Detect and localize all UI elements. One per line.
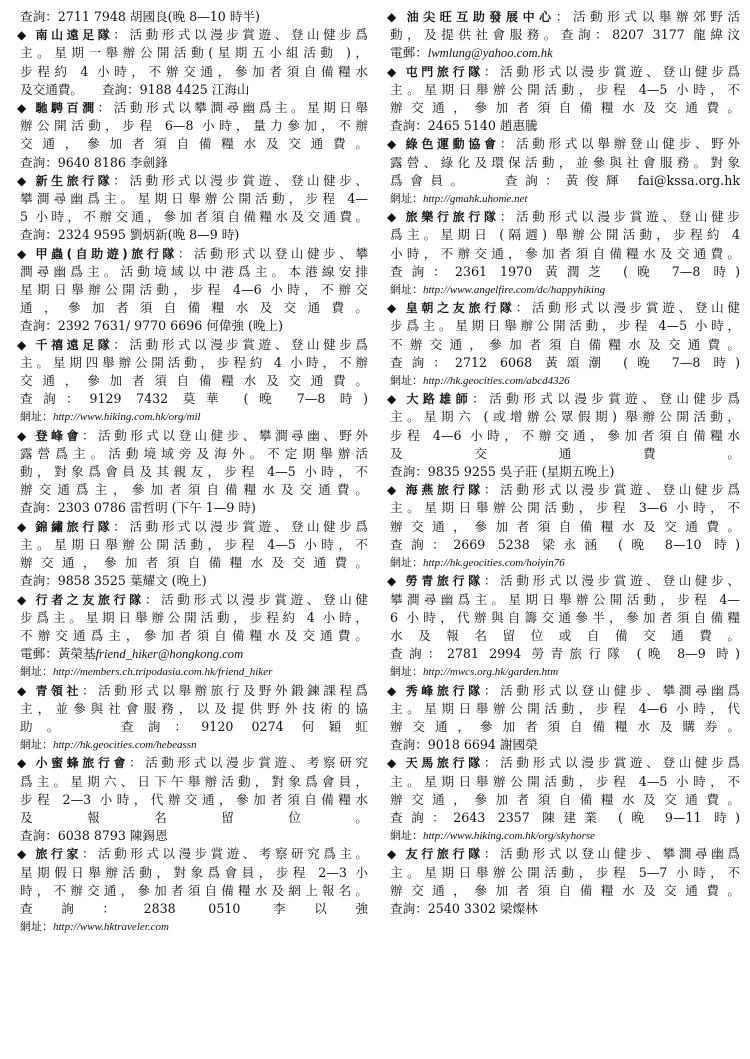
email-line	[20, 645, 368, 663]
entry-text: 交通，參加者須自備糧水及交通費。	[20, 136, 368, 152]
diamond-bullet-icon: ◆	[387, 301, 397, 316]
org-name: 皇朝之友旅行隊	[402, 301, 516, 316]
org-entry	[17, 845, 368, 936]
entry-line	[390, 463, 740, 481]
org-entry	[387, 390, 740, 481]
website-link[interactable]: http://www.hiking.com.hk/org/mil	[53, 411, 201, 424]
org-name: 屯門旅行隊	[402, 64, 484, 79]
entry-text: 及交通費。 查詢：9188 4425 江海山	[20, 81, 250, 97]
email-label: 電郵：	[390, 45, 428, 61]
entry-text: 查詢：9129 7432 莫華 (晚 7—8 時)	[20, 391, 368, 407]
entry-line	[390, 627, 740, 645]
entry-line	[20, 281, 368, 299]
diamond-bullet-icon: ◆	[387, 483, 397, 498]
diamond-bullet-icon: ◆	[17, 101, 27, 116]
entry-text: ：活動形式以漫步賞遊、考察研究爲主。	[81, 846, 368, 862]
entry-line	[387, 208, 740, 226]
entry-text: 主。星期日舉辦公開活動，步程 3—6 小時，不	[390, 500, 740, 516]
entry-text: ：活動形式以漫步賞遊、登山健步、	[483, 573, 740, 589]
org-name: 新生旅行隊	[32, 173, 114, 188]
entry-text: 辦交通，參加者須自備糧水及交通費。	[390, 518, 740, 534]
entry-text: 主。星期六 (或增辦公眾假期) 舉辦公開活動，	[390, 409, 740, 425]
entry-line	[17, 518, 368, 536]
entry-line	[390, 591, 740, 609]
org-entry	[387, 208, 740, 299]
entry-line	[390, 354, 740, 372]
entry-line	[20, 354, 368, 372]
org-entry	[17, 99, 368, 172]
entry-text: 查詢：2781 2994 勞青旅行隊 (晚 8—9 時)	[390, 646, 740, 662]
left-column	[17, 8, 368, 1059]
entry-line	[17, 682, 368, 700]
entry-line	[20, 791, 368, 809]
entry-text: 爲主。星期日 (隔週) 舉辦公開活動，步程約 4	[390, 227, 740, 243]
entry-line	[390, 26, 740, 44]
entry-line	[17, 336, 368, 354]
entry-line	[20, 499, 368, 517]
org-entry	[387, 845, 740, 918]
diamond-bullet-icon: ◆	[17, 592, 27, 607]
entry-line	[20, 882, 368, 900]
website-line	[20, 663, 368, 681]
website-link[interactable]: http://hk.geocities.com/hebeassn	[53, 739, 197, 752]
entry-text: 辦公開活動，步程 6—8 小時，量力參加，不辦	[20, 118, 368, 134]
entry-text: 主。星期日舉辦公開活動，步程 5—7 小時，不	[390, 864, 740, 880]
website-link[interactable]: http://hk.geocities.com/hoiyin76	[423, 557, 565, 570]
diamond-bullet-icon: ◆	[387, 137, 397, 152]
org-entry	[20, 8, 368, 26]
org-name: 南山遠足隊	[32, 28, 114, 43]
entry-text: ：活動形式以漫步賞遊、登山健步、	[113, 172, 368, 188]
org-entry	[17, 518, 368, 591]
org-entry	[387, 572, 740, 681]
entry-text: 露營爲主。活動境域旁及海外。不定期舉辦活	[20, 445, 368, 461]
entry-line	[20, 572, 368, 590]
entry-text: 主。星期一舉辦公開活動(星期五小組活動 )，	[20, 45, 368, 61]
entry-line	[20, 81, 368, 99]
entry-line	[20, 63, 368, 81]
entry-line	[387, 845, 740, 863]
entry-text: 查詢：2324 9595 劉炳新(晚 8—9 時)	[20, 227, 240, 243]
entry-line	[390, 773, 740, 791]
website-line	[390, 190, 740, 208]
entry-line	[20, 773, 368, 791]
entry-line	[20, 154, 368, 172]
org-name: 小蜜蜂旅行會	[32, 756, 130, 771]
org-name: 大路雄師	[402, 392, 473, 407]
entry-line	[390, 718, 740, 736]
website-line	[20, 736, 368, 754]
org-name: 天馬旅行隊	[402, 756, 484, 771]
entry-line	[390, 645, 740, 663]
entry-line	[390, 172, 740, 190]
entry-line	[390, 499, 740, 517]
entry-line	[387, 481, 740, 499]
entry-line	[20, 864, 368, 882]
entry-line	[387, 682, 740, 700]
website-label: 網址：	[20, 920, 53, 934]
entry-text: 露營、綠化及環保活動，並參與社會服務。對象	[390, 154, 740, 170]
entry-text: 查詢：2669 5238 梁永涵 (晚 8—10 時)	[390, 536, 740, 552]
right-column	[387, 8, 740, 1059]
entry-line	[17, 245, 368, 263]
org-name: 友行旅行隊	[402, 847, 484, 862]
website-link[interactable]: http://gmahk.uhome.net	[423, 193, 528, 206]
entry-text: 主，並參與社會服務，以及提供野外技術的協	[20, 700, 368, 716]
diamond-bullet-icon: ◆	[17, 28, 27, 43]
entry-line	[17, 754, 368, 772]
entry-line	[17, 99, 368, 117]
entry-line	[20, 317, 368, 335]
org-name: 千禧遠足隊	[32, 337, 114, 352]
entry-text: ：活動形式以漫步賞遊、登山健步爲	[113, 336, 368, 352]
entry-line	[387, 135, 740, 153]
entry-line	[387, 8, 740, 26]
website-label: 網址：	[390, 829, 423, 843]
website-line	[390, 281, 740, 299]
entry-line	[20, 299, 368, 317]
entry-line	[20, 609, 368, 627]
entry-line	[17, 26, 368, 44]
website-link[interactable]: http://mwcs.org.hk/garden.htm	[423, 666, 559, 679]
org-entry	[17, 754, 368, 845]
org-entry	[17, 682, 368, 755]
entry-text: ：活動形式以漫步賞遊、登山健	[515, 300, 740, 316]
entry-text: 查詢：6038 8793 陳錫恩	[20, 828, 168, 844]
entry-line	[20, 390, 368, 408]
entry-text: 查詢：9858 3525 葉耀文 (晚上)	[20, 573, 207, 589]
entry-text: 步爲主。星期日舉辦公開活動，步程 4—5 小時，	[390, 318, 740, 334]
org-entry	[17, 591, 368, 682]
email-link[interactable]: friend_hiker@hongkong.com	[95, 647, 244, 662]
org-name: 油尖旺互助發展中心	[402, 10, 556, 24]
entry-text: ：活動形式以漫步賞遊、登山健步	[499, 209, 740, 225]
entry-text: 查詢：2465 5140 趙惠騰	[390, 118, 538, 134]
org-name: 行者之友旅行隊	[32, 592, 145, 607]
entry-line	[390, 81, 740, 99]
diamond-bullet-icon: ◆	[387, 574, 397, 589]
entry-text: 星期日舉辦公開活動，步程 4—6 小時，不辦交	[20, 282, 368, 298]
org-entry	[17, 26, 368, 99]
entry-text: ：活動形式以舉辦登山健步、野外	[499, 136, 740, 152]
entry-line	[387, 390, 740, 408]
entry-text: 查詢：2540 3302 梁燦林	[390, 900, 538, 916]
entry-line	[20, 463, 368, 481]
entry-line	[20, 372, 368, 390]
org-name: 海燕旅行隊	[402, 483, 484, 498]
entry-text: ：活動形式以漫步賞遊、登山健步爲	[483, 63, 740, 79]
entry-line	[390, 809, 740, 827]
entry-text: 小時，不辦交通，參加者須自備糧水及交通費。	[390, 245, 740, 261]
entry-text: ：活動形式以攀澗尋幽爲主。星期日舉	[97, 100, 368, 116]
entry-text: 6 小時，代辦與自籌交通參半，參加者須自備糧	[390, 609, 740, 625]
entry-line	[20, 445, 368, 463]
entry-text: 主。星期日舉辦公開活動，步程 4—5 小時，不	[390, 773, 740, 789]
org-entry	[387, 299, 740, 390]
org-entry	[387, 481, 740, 572]
org-entry	[387, 8, 740, 63]
entry-line	[20, 208, 368, 226]
entry-text: 查詢：2711 7948 胡國良(晚 8—10 時半)	[20, 9, 260, 24]
diamond-bullet-icon: ◆	[17, 337, 27, 352]
entry-text: 步爲主。星期日舉辦公開活動，步程約 4 小時，	[20, 609, 368, 625]
entry-text: 不辦交通爲主，參加者須自備糧水及交通費。	[20, 627, 368, 643]
org-entry	[17, 427, 368, 518]
website-label: 網址：	[20, 410, 53, 424]
website-link[interactable]: http://hk.geocities.com/abcd4326	[423, 375, 570, 388]
website-line	[390, 663, 740, 681]
entry-text: 辦交通，參加者須自備糧水及交通費。	[390, 791, 740, 807]
website-label: 網址：	[20, 738, 53, 752]
org-name: 青領社	[32, 683, 82, 698]
entry-line	[390, 864, 740, 882]
org-name: 甲蟲(自助遊)旅行隊	[32, 246, 178, 261]
entry-text: 查詢：2303 0786 雷哲明 (下午 1—9 時)	[20, 500, 256, 516]
entry-text: ：活動形式以漫步賞遊、登山健	[144, 591, 368, 607]
entry-line	[390, 445, 740, 463]
entry-text: 不辦交通，參加者須自備糧水及交通費。	[390, 336, 740, 352]
entry-text: 查詢：2643 2357 陳建業 (晚 9—11 時)	[390, 809, 740, 825]
entry-line	[20, 44, 368, 62]
org-name: 綠色運動協會	[402, 137, 500, 152]
entry-line	[390, 408, 740, 426]
diamond-bullet-icon: ◆	[17, 173, 27, 188]
diamond-bullet-icon: ◆	[387, 392, 397, 407]
entry-text: 時，不辦交通，參加者須自備糧水及網上報名。	[20, 882, 368, 898]
entry-text: ：活動形式以漫步賞遊、登山健步爲	[472, 391, 740, 407]
entry-line	[20, 627, 368, 645]
website-link[interactable]: http://www.hktraveler.com	[53, 921, 169, 934]
entry-text: 主。星期日舉辦公開活動，步程 4—6 小時，代	[390, 700, 740, 716]
entry-text: 爲主。星期六、日下午舉辦活動，對象爲會員，	[20, 773, 368, 789]
entry-line	[20, 718, 368, 736]
entry-line	[387, 299, 740, 317]
entry-line	[390, 609, 740, 627]
entry-text: 攀澗尋幽爲主。星期日舉辦公開活動，步程 4—	[20, 191, 368, 207]
entry-line	[20, 554, 368, 572]
email-link[interactable]: lwmlung@yahoo.com.hk	[427, 46, 553, 61]
entry-line	[17, 427, 368, 445]
entry-line	[17, 845, 368, 863]
org-entry	[17, 172, 368, 245]
entry-line	[390, 263, 740, 281]
entry-text: 水及報名留位或自備交通費。	[390, 627, 740, 643]
org-name: 秀峰旅行隊	[402, 683, 484, 698]
website-label: 網址：	[20, 665, 53, 679]
entry-text: 辦交通，參加者須自備糧水及交通費。	[390, 882, 740, 898]
entry-text: ：活動形式以漫步賞遊、登山健步爲	[113, 518, 368, 534]
entry-text: 查詢：2392 7631/ 9770 6696 何偉強 (晚上)	[20, 318, 284, 334]
entry-line	[390, 336, 740, 354]
entry-text: 動，及提供社會服務。查詢：8207 3177 龍緯汶	[390, 27, 740, 43]
diamond-bullet-icon: ◆	[17, 519, 27, 534]
org-name: 旅行家	[32, 847, 82, 862]
entry-text: 查詢：9640 8186 李劍鋒	[20, 154, 168, 170]
org-name: 錦繡旅行隊	[32, 519, 114, 534]
website-line	[390, 827, 740, 845]
entry-text: 通，參加者須自備糧水及交通費。	[20, 300, 368, 316]
entry-text: 辦交通，參加者須自備糧水及交通費。	[20, 555, 368, 571]
org-name: 登峰會	[32, 428, 82, 443]
website-link[interactable]: http://www.angelfire.com/dc/happyhiking	[423, 284, 606, 297]
entry-text: 查詢：2712 6068 黃頌潮 (晚 7—8 時)	[390, 354, 740, 370]
entry-text: 查詢：2361 1970 黃潤芝 (晚 7—8 時)	[390, 263, 740, 279]
entry-line	[390, 427, 740, 445]
entry-line	[390, 518, 740, 536]
diamond-bullet-icon: ◆	[387, 683, 397, 698]
entry-line	[20, 8, 368, 26]
entry-line	[390, 245, 740, 263]
entry-line	[20, 135, 368, 153]
website-line	[390, 372, 740, 390]
website-link[interactable]: http://members.ch.tripodasia.com.hk/friend_hiker	[53, 666, 273, 679]
diamond-bullet-icon: ◆	[17, 246, 27, 261]
entry-text: ：活動形式以舉辦旅行及野外鍛鍊課程爲	[81, 682, 368, 698]
entry-text: 助。 查詢：9120 0274 何穎虹	[20, 718, 368, 734]
entry-text: ：活動形式以漫步賞遊、登山健步爲	[113, 27, 368, 43]
entry-text: 主。星期日舉辦公開活動，步程 4—5 小時，不	[20, 536, 368, 552]
entry-line	[390, 99, 740, 117]
diamond-bullet-icon: ◆	[387, 847, 397, 862]
email-label: 電郵：黃榮基	[20, 646, 96, 662]
entry-line	[390, 317, 740, 335]
org-name: 馳騁百澗	[32, 101, 98, 116]
entry-text: ：活動形式以登山健步、攀澗尋幽爲	[483, 682, 740, 698]
entry-line	[390, 882, 740, 900]
entry-line	[390, 791, 740, 809]
org-entry	[387, 754, 740, 845]
entry-line	[390, 900, 740, 918]
entry-line	[20, 263, 368, 281]
entry-text: 步程 4—6 小時，不辦交通，參加者須自備糧水	[390, 427, 740, 443]
diamond-bullet-icon: ◆	[387, 756, 397, 771]
website-label: 網址：	[390, 374, 423, 388]
entry-line	[20, 827, 368, 845]
diamond-bullet-icon: ◆	[387, 64, 397, 79]
entry-line	[20, 117, 368, 135]
entry-text: 交通，參加者須自備糧水及交通費。	[20, 373, 368, 389]
entry-text: 主。星期日舉辦公開活動，步程 4—5 小時，不	[390, 81, 740, 97]
entry-text: 及報名留位。	[20, 809, 368, 825]
website-label: 網址：	[390, 192, 423, 206]
org-entry	[17, 245, 368, 336]
website-label: 網址：	[390, 665, 423, 679]
website-line	[20, 918, 368, 936]
diamond-bullet-icon: ◆	[17, 683, 27, 698]
entry-line	[387, 63, 740, 81]
org-entry	[387, 135, 740, 208]
entry-text: ：活動形式以登山健步、攀	[177, 245, 368, 261]
diamond-bullet-icon: ◆	[17, 428, 27, 443]
entry-line	[20, 900, 368, 918]
org-entry	[387, 682, 740, 755]
entry-text: ：活動形式以登山健步、攀澗尋幽爲	[483, 846, 740, 862]
entry-text: ：活動形式以漫步賞遊、登山健步爲	[483, 482, 740, 498]
entry-line	[17, 591, 368, 609]
entry-line	[390, 700, 740, 718]
entry-line	[387, 754, 740, 772]
entry-line	[20, 700, 368, 718]
entry-text: 澗尋幽爲主。活動境域以中港爲主。本港線安排	[20, 263, 368, 279]
entry-text: 查詢：9018 6694 謝國榮	[390, 737, 538, 753]
entry-line	[20, 809, 368, 827]
entry-line	[20, 226, 368, 244]
entry-text: ：活動形式以漫步賞遊、登山健步爲	[483, 755, 740, 771]
entry-line	[390, 736, 740, 754]
org-name: 旅樂行旅行隊	[402, 210, 500, 225]
entry-line	[20, 481, 368, 499]
website-link[interactable]: http://www.hiking.com.hk/org/skyhorse	[423, 830, 596, 843]
website-line	[390, 554, 740, 572]
entry-text: 步程約 4 小時，不辦交通，參加者須自備糧水	[20, 63, 368, 79]
entry-text: ：活動形式以舉辦郊野活	[555, 9, 740, 24]
email-line	[390, 44, 740, 62]
entry-text: ：活動形式以登山健步、攀澗尋幽、野外	[81, 427, 368, 443]
entry-line	[20, 536, 368, 554]
org-name: 勞青旅行隊	[402, 574, 484, 589]
entry-text: ：活動形式以漫步賞遊、考察研究	[129, 755, 368, 771]
entry-text: 查詢：9835 9255 吳子莊 (星期五晚上)	[390, 464, 615, 480]
diamond-bullet-icon: ◆	[17, 847, 27, 862]
entry-text: 5 小時，不辦交通，參加者須自備糧水及交通費。	[20, 209, 368, 225]
entry-line	[390, 226, 740, 244]
entry-text: 辦交通，參加者須自備糧水及購券。	[390, 718, 740, 734]
entry-text: 辦交通，參加者須自備糧水及交通費。	[390, 100, 740, 116]
entry-text: 及交通費。	[390, 445, 740, 461]
entry-line	[390, 536, 740, 554]
website-label: 網址：	[390, 556, 423, 570]
entry-line	[390, 154, 740, 172]
entry-text: 星期假日舉辦活動，對象爲會員，步程 2—3 小	[20, 864, 368, 880]
diamond-bullet-icon: ◆	[17, 756, 27, 771]
entry-line	[390, 117, 740, 135]
entry-text: 辦交通爲主，參加者須自備糧水及交通費。	[20, 482, 368, 498]
entry-line	[20, 190, 368, 208]
entry-text: 攀澗尋幽爲主。星期日舉辦公開活動，步程 4—	[390, 591, 740, 607]
diamond-bullet-icon: ◆	[387, 10, 397, 24]
entry-text: 動，對象爲會員及其親友，步程 4—5 小時，不	[20, 464, 368, 480]
entry-line	[17, 172, 368, 190]
entry-line	[387, 572, 740, 590]
entry-text: 步程 2—3 小時，代辦交通，參加者須自備糧水	[20, 791, 368, 807]
org-entry	[387, 63, 740, 136]
entry-text: 查詢：2838 0510 李以強	[20, 900, 368, 916]
diamond-bullet-icon: ◆	[387, 210, 397, 225]
org-entry	[17, 336, 368, 427]
entry-text: 爲會員。 查詢：黃俊輝 fai@kssa.org.hk	[390, 172, 740, 188]
website-line	[20, 408, 368, 426]
website-label: 網址：	[390, 283, 423, 297]
entry-text: 主。星期四舉辦公開活動，步程約 4 小時，不辦	[20, 354, 368, 370]
